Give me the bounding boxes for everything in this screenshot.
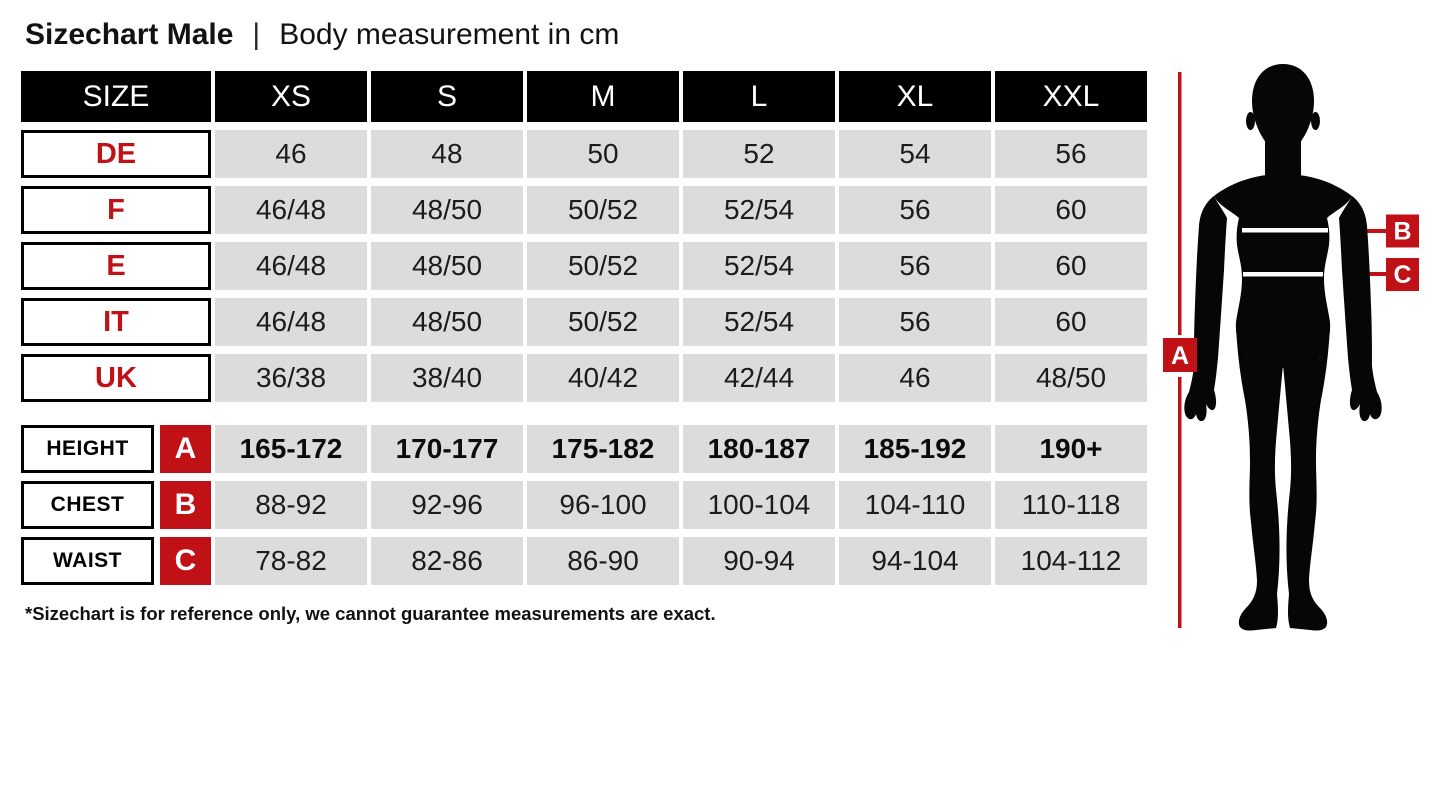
measurement-cell: 170-177 bbox=[371, 425, 523, 473]
measurement-cell: 110-118 bbox=[995, 481, 1147, 529]
body-measurement-figure bbox=[1150, 0, 1441, 660]
size-cell: 52/54 bbox=[683, 242, 835, 290]
size-cell: 52/54 bbox=[683, 298, 835, 346]
measurement-cell: 90-94 bbox=[683, 537, 835, 585]
column-header-xxl: XXL bbox=[995, 71, 1147, 122]
size-cell: 38/40 bbox=[371, 354, 523, 402]
title-main: Sizechart Male bbox=[25, 18, 234, 51]
size-cell: 48/50 bbox=[371, 298, 523, 346]
column-header-m: M bbox=[527, 71, 679, 122]
measurement-cell: 185-192 bbox=[839, 425, 991, 473]
size-cell: 60 bbox=[995, 298, 1147, 346]
marker-badge-a: A bbox=[160, 425, 211, 473]
size-cell: 48/50 bbox=[371, 242, 523, 290]
chest-measure-line bbox=[1242, 228, 1328, 233]
measurement-cell: 82-86 bbox=[371, 537, 523, 585]
svg-text:A: A bbox=[1170, 342, 1190, 370]
measurement-cell: 175-182 bbox=[527, 425, 679, 473]
silhouette-leg-left bbox=[1236, 325, 1283, 631]
measurement-cell: 86-90 bbox=[527, 537, 679, 585]
size-cell: 48/50 bbox=[371, 186, 523, 234]
column-header-size: SIZE bbox=[21, 71, 211, 122]
silhouette-torso bbox=[1214, 174, 1352, 368]
measurement-cell: 78-82 bbox=[215, 537, 367, 585]
row-label-height-group bbox=[21, 425, 211, 473]
silhouette-arm-left bbox=[1184, 196, 1227, 421]
title-subtitle: Body measurement in cm bbox=[279, 18, 620, 51]
title-separator: | bbox=[252, 18, 261, 51]
silhouette-leg-right bbox=[1283, 325, 1330, 631]
measurement-cell: 190+ bbox=[995, 425, 1147, 473]
marker-badge-b: B bbox=[160, 481, 211, 529]
row-label-waist: WAIST bbox=[21, 537, 154, 585]
silhouette-neck bbox=[1265, 132, 1301, 176]
size-cell: 46 bbox=[839, 354, 991, 402]
figure-marker-b bbox=[1386, 215, 1419, 248]
measurement-cell: 92-96 bbox=[371, 481, 523, 529]
row-label-de: DE bbox=[21, 130, 211, 178]
row-label-height: HEIGHT bbox=[21, 425, 154, 473]
row-label-uk: UK bbox=[21, 354, 211, 402]
size-cell: 56 bbox=[839, 298, 991, 346]
size-cell: 50/52 bbox=[527, 242, 679, 290]
size-cell: 42/44 bbox=[683, 354, 835, 402]
size-cell: 60 bbox=[995, 242, 1147, 290]
column-header-xs: XS bbox=[215, 71, 367, 122]
table-section-gap bbox=[21, 410, 1147, 417]
row-label-chest: CHEST bbox=[21, 481, 154, 529]
column-header-xl: XL bbox=[839, 71, 991, 122]
footnote: *Sizechart is for reference only, we cannot guarantee measurements are exact. bbox=[25, 603, 716, 624]
silhouette-ear-left bbox=[1246, 112, 1255, 130]
measurement-cell: 94-104 bbox=[839, 537, 991, 585]
figure-marker-c bbox=[1386, 258, 1419, 291]
size-cell: 48 bbox=[371, 130, 523, 178]
svg-text:B: B bbox=[1393, 217, 1412, 246]
measurement-cell: 104-112 bbox=[995, 537, 1147, 585]
size-cell: 56 bbox=[839, 186, 991, 234]
marker-badge-c: C bbox=[160, 537, 211, 585]
column-header-l: L bbox=[683, 71, 835, 122]
measurement-cell: 104-110 bbox=[839, 481, 991, 529]
size-cell: 50/52 bbox=[527, 186, 679, 234]
size-cell: 40/42 bbox=[527, 354, 679, 402]
page-title bbox=[25, 16, 619, 54]
row-label-f: F bbox=[21, 186, 211, 234]
row-label-waist-group bbox=[21, 537, 211, 585]
size-cell: 54 bbox=[839, 130, 991, 178]
size-cell: 48/50 bbox=[995, 354, 1147, 402]
size-cell: 52/54 bbox=[683, 186, 835, 234]
size-cell: 52 bbox=[683, 130, 835, 178]
row-label-chest-group bbox=[21, 481, 211, 529]
male-silhouette bbox=[1184, 64, 1381, 631]
size-cell: 36/38 bbox=[215, 354, 367, 402]
column-header-s: S bbox=[371, 71, 523, 122]
row-label-e: E bbox=[21, 242, 211, 290]
size-cell: 46/48 bbox=[215, 186, 367, 234]
size-cell: 56 bbox=[839, 242, 991, 290]
row-label-it: IT bbox=[21, 298, 211, 346]
size-cell: 50/52 bbox=[527, 298, 679, 346]
size-table bbox=[21, 71, 1147, 585]
size-cell: 50 bbox=[527, 130, 679, 178]
waist-measure-line bbox=[1243, 272, 1323, 277]
size-cell: 46 bbox=[215, 130, 367, 178]
measurement-cell: 165-172 bbox=[215, 425, 367, 473]
svg-text:C: C bbox=[1393, 261, 1412, 289]
measurement-cell: 180-187 bbox=[683, 425, 835, 473]
measurement-cell: 100-104 bbox=[683, 481, 835, 529]
figure-marker-a bbox=[1163, 338, 1197, 372]
size-cell: 56 bbox=[995, 130, 1147, 178]
size-cell: 46/48 bbox=[215, 298, 367, 346]
measurement-cell: 96-100 bbox=[527, 481, 679, 529]
size-cell: 60 bbox=[995, 186, 1147, 234]
measurement-cell: 88-92 bbox=[215, 481, 367, 529]
silhouette-ear-right bbox=[1311, 112, 1320, 130]
size-cell: 46/48 bbox=[215, 242, 367, 290]
